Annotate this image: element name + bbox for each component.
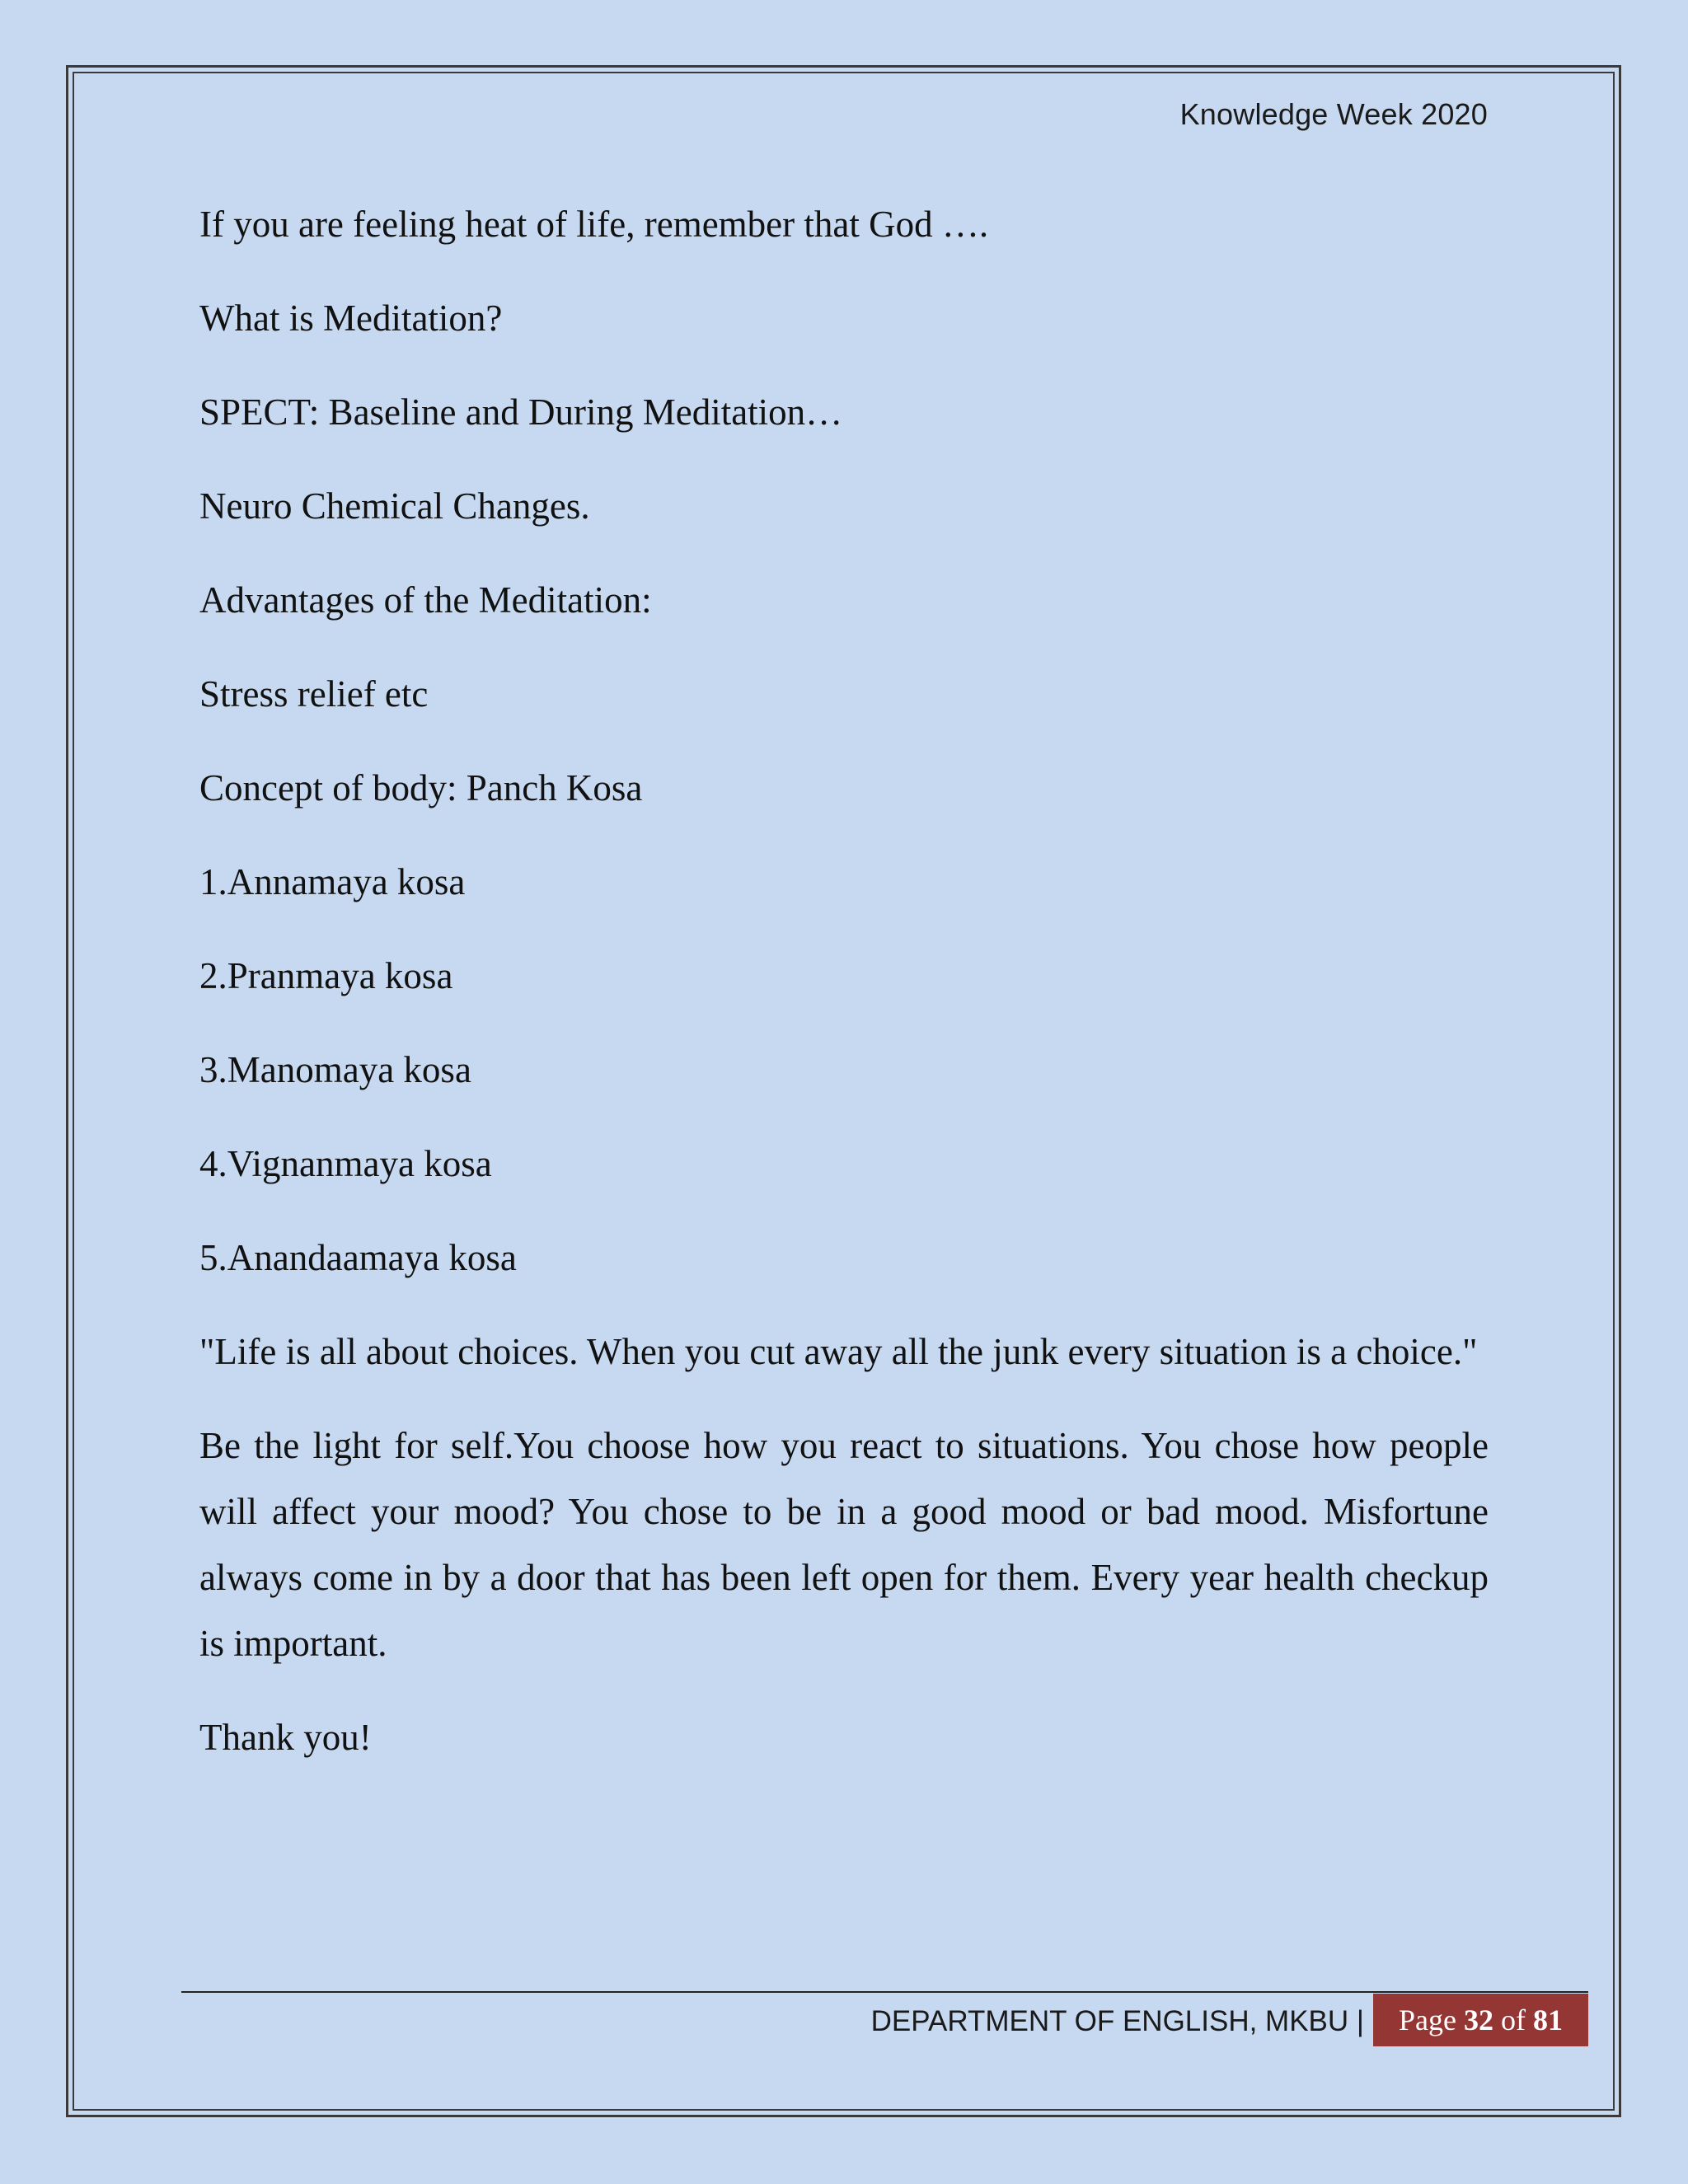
page-of: of [1500,2004,1526,2036]
body-line: SPECT: Baseline and During Meditation… [199,391,843,433]
footer-department: DEPARTMENT OF ENGLISH, MKBU | [870,2005,1364,2037]
body-line: Neuro Chemical Changes. [199,485,590,527]
document-body [199,191,1489,1798]
body-line: Stress relief etc [199,673,429,715]
closing-line: Thank you! [199,1717,372,1758]
footer-divider [181,1991,1588,1993]
body-line: What is Meditation? [199,298,503,339]
advice-paragraph: Be the light for self.You choose how you react to situations. You chose how people will affect your mood? You chose to be in a good mood or bad mood. Misfortune always come in by a door that has been left open for them. Every year health checkup is important. [199,1425,1489,1664]
kosa-list-item: 5.Anandaamaya kosa [199,1237,517,1278]
kosa-list-item: 2.Pranmaya kosa [199,955,453,996]
body-line: If you are feeling heat of life, remember that God …. [199,204,989,245]
page-current: 32 [1463,2004,1493,2036]
page-prefix: Page [1399,2004,1456,2036]
body-line: Concept of body: Panch Kosa [199,767,643,808]
kosa-list-item: 3.Manomaya kosa [199,1049,471,1090]
kosa-list-item: 1.Annamaya kosa [199,861,466,902]
page-number-badge [1373,1994,1588,2046]
page-header-title: Knowledge Week 2020 [1179,97,1488,131]
body-line: Advantages of the Meditation: [199,579,652,621]
kosa-list-item: 4.Vignanmaya kosa [199,1143,492,1184]
quote-paragraph: "Life is all about choices. When you cut away all the junk every situation is a choice." [199,1331,1478,1372]
page-total: 81 [1532,2004,1563,2036]
